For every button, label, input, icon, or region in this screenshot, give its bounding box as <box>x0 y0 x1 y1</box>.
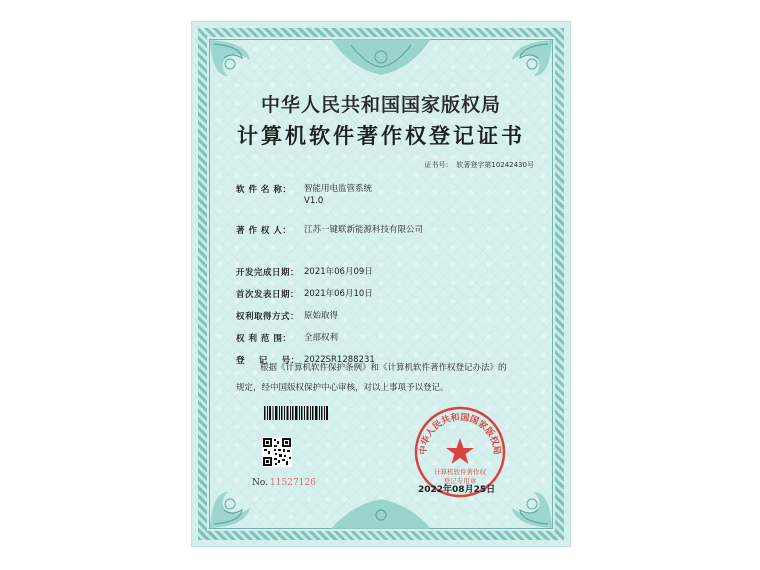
field-label: 软 件 名 称： <box>236 185 292 195</box>
certificate-number-value: 软著登字第10242430号 <box>456 161 534 169</box>
field-value: 2021年06月10日 <box>304 289 373 299</box>
legal-basis-line-1: 根据《计算机软件保护条例》和《计算机软件著作权登记办法》的 <box>260 363 507 373</box>
field-completion-date <box>236 266 373 278</box>
seal-inner-line-2: 登记专用章 <box>443 477 477 485</box>
field-value: 江苏一键联新能源科技有限公司 <box>304 225 424 235</box>
top-center-ornament-icon <box>331 39 431 89</box>
field-label: 首次发表日期： <box>236 290 300 300</box>
serial-value: 11527126 <box>270 478 316 488</box>
legal-basis-line-2: 规定，经中国版权保护中心审核，对以上事项予以登记。 <box>236 383 449 393</box>
field-value: 全部权利 <box>304 333 339 343</box>
certificate-issuer-title: 中华人民共和国国家版权局 <box>260 94 501 116</box>
seal-inner-line-1: 计算机软件著作权 <box>434 468 486 476</box>
certificate-number <box>420 160 534 170</box>
field-label: 权 利 范 围： <box>236 334 292 344</box>
serial-prefix: No. <box>252 478 268 488</box>
field-rights-scope <box>236 332 338 344</box>
barcode-icon <box>264 406 328 420</box>
field-label: 权利取得方式： <box>236 312 300 322</box>
serial-number <box>252 478 316 488</box>
field-label: 登 记 号： <box>236 356 300 366</box>
seal-outer-text: 中华人民共和国国家版权局 <box>418 412 502 456</box>
field-value: 2021年06月09日 <box>304 267 373 277</box>
field-value: 2022SR1288231 <box>304 355 375 365</box>
field-value: 原始取得 <box>304 311 339 321</box>
field-acquisition-method <box>236 310 338 322</box>
certificate-number-label: 证书号： <box>424 161 453 169</box>
field-software-name <box>236 183 372 207</box>
seal-star-icon <box>446 438 474 464</box>
field-publication-date <box>236 288 373 300</box>
certificate-main-title: 计算机软件著作权登记证书 <box>237 123 525 148</box>
certificate <box>192 22 570 546</box>
issue-date: 2022年08月25日 <box>418 485 496 495</box>
field-label: 著 作 权 人： <box>236 226 292 236</box>
field-copyright-owner <box>236 224 423 236</box>
field-value: 智能用电监管系统 V1.0 <box>304 184 373 206</box>
qr-code-icon <box>262 437 292 467</box>
field-label: 开发完成日期： <box>236 268 300 278</box>
